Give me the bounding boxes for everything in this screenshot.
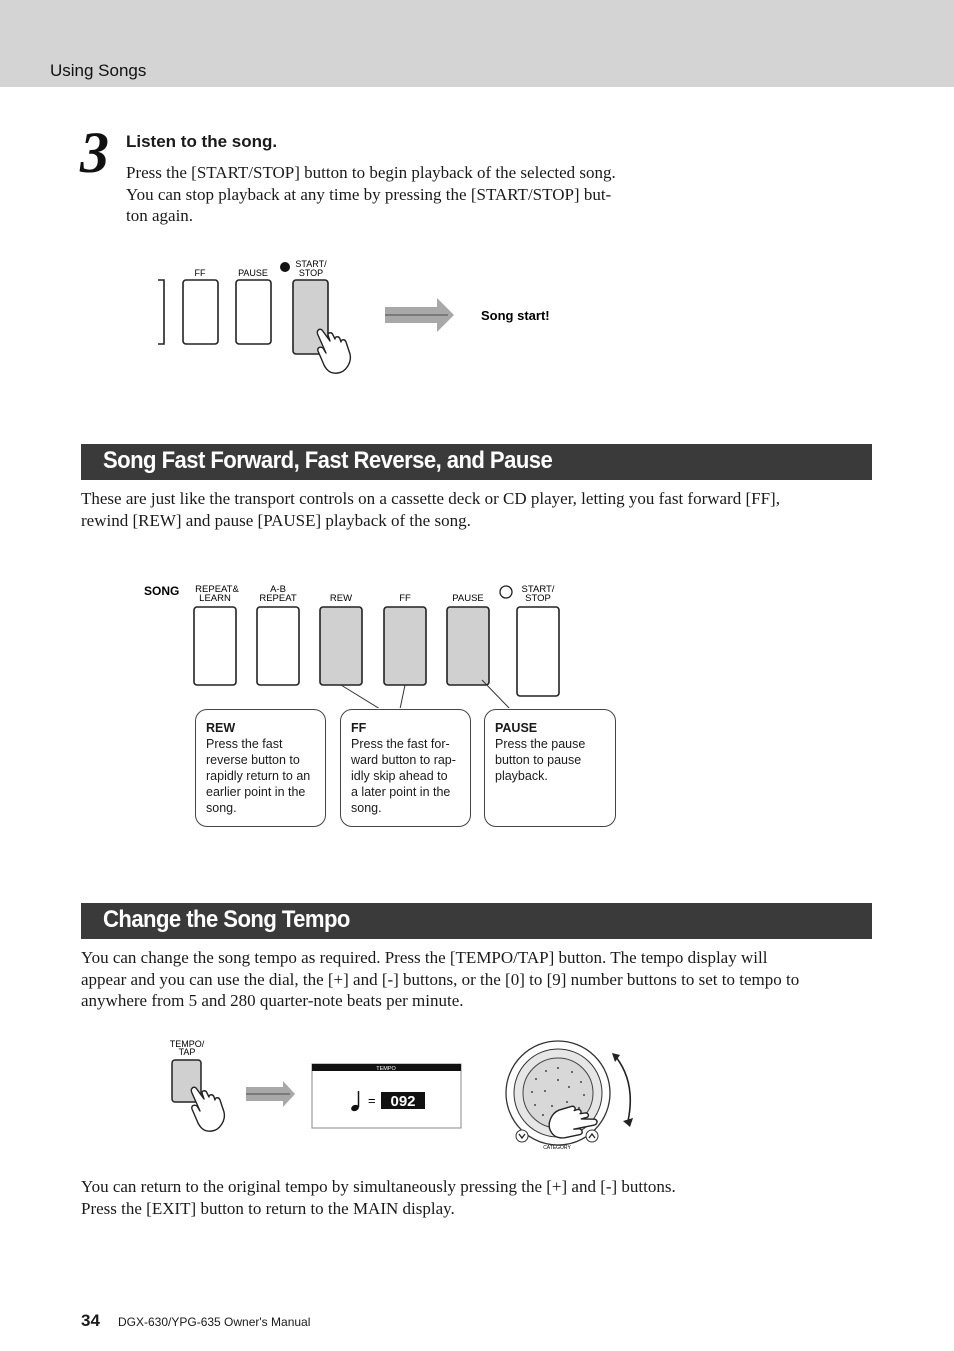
display-header: TEMPO: [376, 1066, 396, 1072]
callout-ff: [340, 709, 471, 827]
step-body-line: ton again.: [126, 206, 194, 226]
section2-body-line: appear and you can use the dial, the [+] and [-] buttons, or the [0] to [9] number buttons to set to tempo to: [81, 969, 800, 989]
ab-repeat-label-1: A-B: [270, 584, 286, 595]
callout-line: Press the fast: [206, 737, 283, 751]
callout-title: REW: [206, 721, 236, 735]
section2-body-line: You can change the song tempo as required. Press the [TEMPO/TAP] button. The tempo display will: [81, 948, 768, 967]
plus-button[interactable]: [586, 1130, 598, 1142]
step-body-line: Press the [START/STOP] button to begin playback of the selected song.: [126, 163, 616, 182]
dial-category-label: CATEGORY: [543, 1145, 571, 1151]
section2-body: [81, 947, 876, 1012]
indicator-lamp-icon: [280, 262, 290, 272]
callout-rew: [195, 709, 326, 827]
start-stop-diagram: [150, 255, 580, 380]
callout-line: song.: [206, 801, 237, 815]
callout-line: reverse button to: [206, 753, 300, 767]
start-stop-label-2: STOP: [525, 593, 551, 604]
tempo-tap-label-1: TEMPO/: [169, 1039, 205, 1049]
step-number: 3: [80, 120, 109, 185]
arrow-right-icon: [246, 1081, 295, 1107]
leader-line: [341, 685, 380, 708]
callout-line: Press the pause: [495, 737, 586, 751]
ff-button[interactable]: [183, 280, 218, 344]
ab-repeat-button[interactable]: [257, 607, 299, 685]
callout-line: song.: [351, 801, 382, 815]
pointing-hand-icon: [317, 329, 350, 373]
step-title: Listen to the song.: [126, 132, 278, 151]
section-title-ff-rew-pause: Song Fast Forward, Fast Reverse, and Pause: [103, 447, 553, 474]
indicator-lamp-icon: [500, 586, 512, 598]
ff-button[interactable]: [384, 607, 426, 685]
page-number: 34: [81, 1311, 100, 1330]
ff-label: FF: [399, 593, 411, 604]
pause-label: PAUSE: [452, 593, 484, 604]
section2-body-line: anywhere from 5 and 280 quarter-note beats per minute.: [81, 991, 464, 1011]
section2-after-line: You can return to the original tempo by simultaneously pressing the [+] and [-] buttons.: [81, 1177, 676, 1196]
rew-label: REW: [329, 593, 353, 604]
tempo-diagram: [160, 1035, 640, 1160]
callout-pause: [484, 709, 616, 827]
section1-body: [81, 488, 876, 531]
start-stop-label-1: START/: [295, 259, 327, 269]
leader-line: [482, 680, 510, 708]
section2-after-line: Press the [EXIT] button to return to the MAIN display.: [81, 1198, 455, 1218]
repeat-learn-label-1: REPEAT&: [195, 584, 239, 595]
pause-button[interactable]: [447, 607, 489, 685]
callout-line: button to pause: [495, 753, 582, 767]
manual-name: DGX-630/YPG-635 Owner's Manual: [118, 1315, 311, 1329]
start-stop-button[interactable]: [517, 607, 559, 696]
arrow-right-icon: [385, 298, 454, 332]
tempo-tap-label-2: TAP: [178, 1047, 196, 1057]
section1-body-line: rewind [REW] and pause [PAUSE] playback of the song.: [81, 510, 471, 530]
pause-button[interactable]: [236, 280, 271, 344]
step-body: [126, 162, 666, 227]
pointing-hand-icon: [191, 1087, 224, 1131]
minus-button[interactable]: [516, 1130, 528, 1142]
song-group-label: SONG: [144, 584, 180, 598]
song-start-label: Song start!: [481, 308, 550, 323]
callout-line: playback.: [495, 769, 548, 783]
leader-line: [400, 685, 405, 708]
callout-line: Press the fast for-: [351, 737, 450, 751]
callout-title: PAUSE: [495, 721, 538, 735]
display-value: 092: [390, 1093, 416, 1110]
callout-line: rapidly return to an: [206, 769, 311, 783]
callout-line: idly skip ahead to: [351, 769, 448, 783]
callout-line: a later point in the: [351, 785, 451, 799]
step-body-line: You can stop playback at any time by pressing the [START/STOP] but-: [126, 184, 612, 204]
start-stop-label-2: STOP: [298, 268, 324, 278]
ff-label: FF: [194, 268, 206, 278]
start-stop-label-1: START/: [521, 584, 555, 595]
callout-title: FF: [351, 721, 367, 735]
repeat-learn-button[interactable]: [194, 607, 236, 685]
rew-button[interactable]: [320, 607, 362, 685]
section1-body-line: These are just like the transport controls on a cassette deck or CD player, letting you fast forward [FF],: [81, 489, 780, 508]
song-control-panel: [140, 578, 620, 708]
callout-line: ward button to rap-: [351, 753, 456, 767]
repeat-learn-label-2: LEARN: [199, 593, 231, 604]
pause-label: PAUSE: [238, 268, 268, 278]
section2-after-text: [81, 1176, 876, 1219]
partial-button-edge: [158, 280, 164, 344]
callout-line: earlier point in the: [206, 785, 306, 799]
rotate-arrow: [616, 1057, 630, 1121]
ab-repeat-label-2: REPEAT: [259, 593, 297, 604]
section-title-tempo: Change the Song Tempo: [103, 906, 350, 933]
display-equals: =: [368, 1093, 376, 1108]
running-header: Using Songs: [50, 61, 147, 80]
